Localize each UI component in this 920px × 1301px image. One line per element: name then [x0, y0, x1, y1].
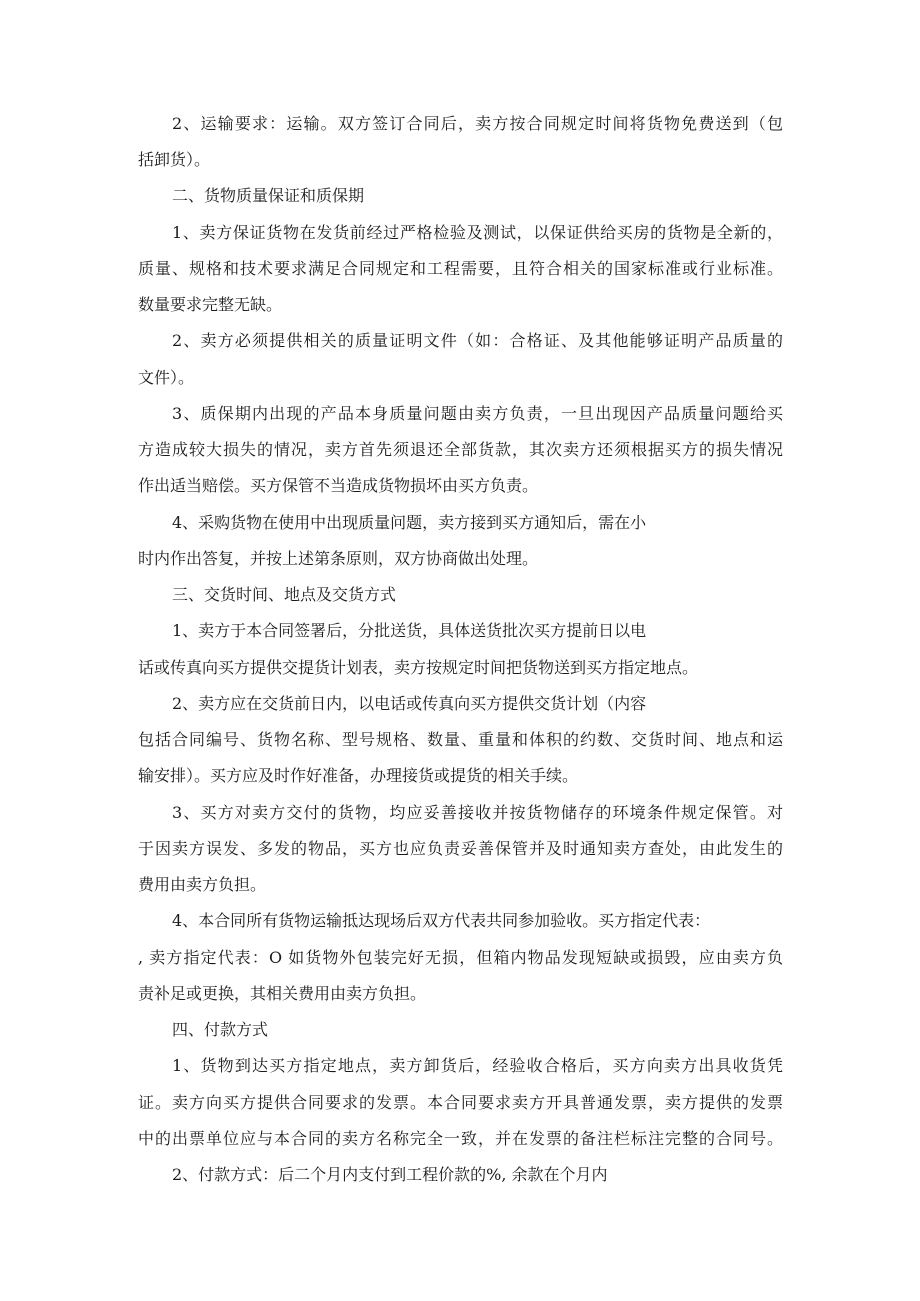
- section-heading: 三、交货时间、地点及交货方式: [172, 585, 397, 604]
- text-line: 责补足或更换，其相关费用由卖方负担。: [138, 984, 427, 1003]
- text-line: 时内作出答复，并按上述第条原则，双方协商做出处理。: [138, 549, 539, 568]
- text-line: 输安排）。买方应及时作好准备，办理接货或提货的相关手续。: [138, 766, 579, 785]
- text-line: 方造成较大损失的情况，卖方首先须退还全部货款，其次卖方还须根据买方的损失情况: [138, 440, 783, 459]
- text-line: 质量、规格和技术要求满足合同规定和工程需要，且符合相关的国家标准或行业标准。: [138, 259, 783, 278]
- text-line: 括卸货）。: [138, 150, 211, 169]
- text-line: 2、付款方式：后二个月内支付到工程价款的%, 余款在个月内: [172, 1165, 608, 1184]
- text-line: 包括合同编号、货物名称、型号规格、数量、重量和体积的约数、交货时间、地点和运: [138, 730, 783, 749]
- text-line: 证。卖方向买方提供合同要求的发票。本合同要求卖方开具普通发票，卖方提供的发票: [138, 1093, 783, 1112]
- text-line: 2、卖方必须提供相关的质量证明文件（如：合格证、及其他能够证明产品质量的: [172, 331, 783, 350]
- text-line: 2、运输要求：运输。双方签订合同后，卖方按合同规定时间将货物免费送到（包: [172, 114, 783, 133]
- text-line: 3、质保期内出现的产品本身质量问题由卖方负责，一旦出现因产品质量问题给买: [172, 404, 783, 423]
- section-heading: 二、货物质量保证和质保期: [172, 186, 365, 205]
- text-line: 中的出票单位应与本合同的卖方名称完全一致，并在发票的备注栏标注完整的合同号。: [138, 1129, 783, 1148]
- text-line: 1、卖方于本合同签署后，分批送货，具体送货批次买方提前日以电: [172, 621, 647, 640]
- text-line: 数量要求完整无缺。: [138, 295, 283, 314]
- text-line: 文件）。: [138, 368, 195, 387]
- text-line: 3、买方对卖方交付的货物，均应妥善接收并按货物储存的环境条件规定保管。对: [172, 803, 783, 822]
- text-line: 4、本合同所有货物运输抵达现场后双方代表共同参加验收。买方指定代表：: [172, 911, 711, 930]
- text-line: , 卖方指定代表：O 如货物外包装完好无损，但箱内物品发现短缺或损毁，应由卖方负: [138, 948, 783, 967]
- text-line: 话或传真向买方提供交提货计划表，卖方按规定时间把货物送到买方指定地点。: [138, 658, 699, 677]
- text-line: 于因卖方误发、多发的物品，买方也应负责妥善保管并及时通知卖方查处，由此发生的: [138, 839, 783, 858]
- text-line: 费用由卖方负担。: [138, 875, 267, 894]
- text-line: 作出适当赔偿。买方保管不当造成货物损坏由买方负责。: [138, 476, 539, 495]
- text-line: 1、货物到达买方指定地点，卖方卸货后，经验收合格后，买方向卖方出具收货凭: [172, 1056, 783, 1075]
- text-line: 2、卖方应在交货前日内，以电话或传真向买方提供交货计划（内容: [172, 694, 647, 713]
- text-line: 1、卖方保证货物在发货前经过严格检验及测试，以保证供给买房的货物是全新的，: [172, 223, 783, 242]
- section-heading: 四、付款方式: [172, 1020, 269, 1039]
- text-line: 4、采购货物在使用中出现质量问题，卖方接到买方通知后，需在小: [172, 513, 647, 532]
